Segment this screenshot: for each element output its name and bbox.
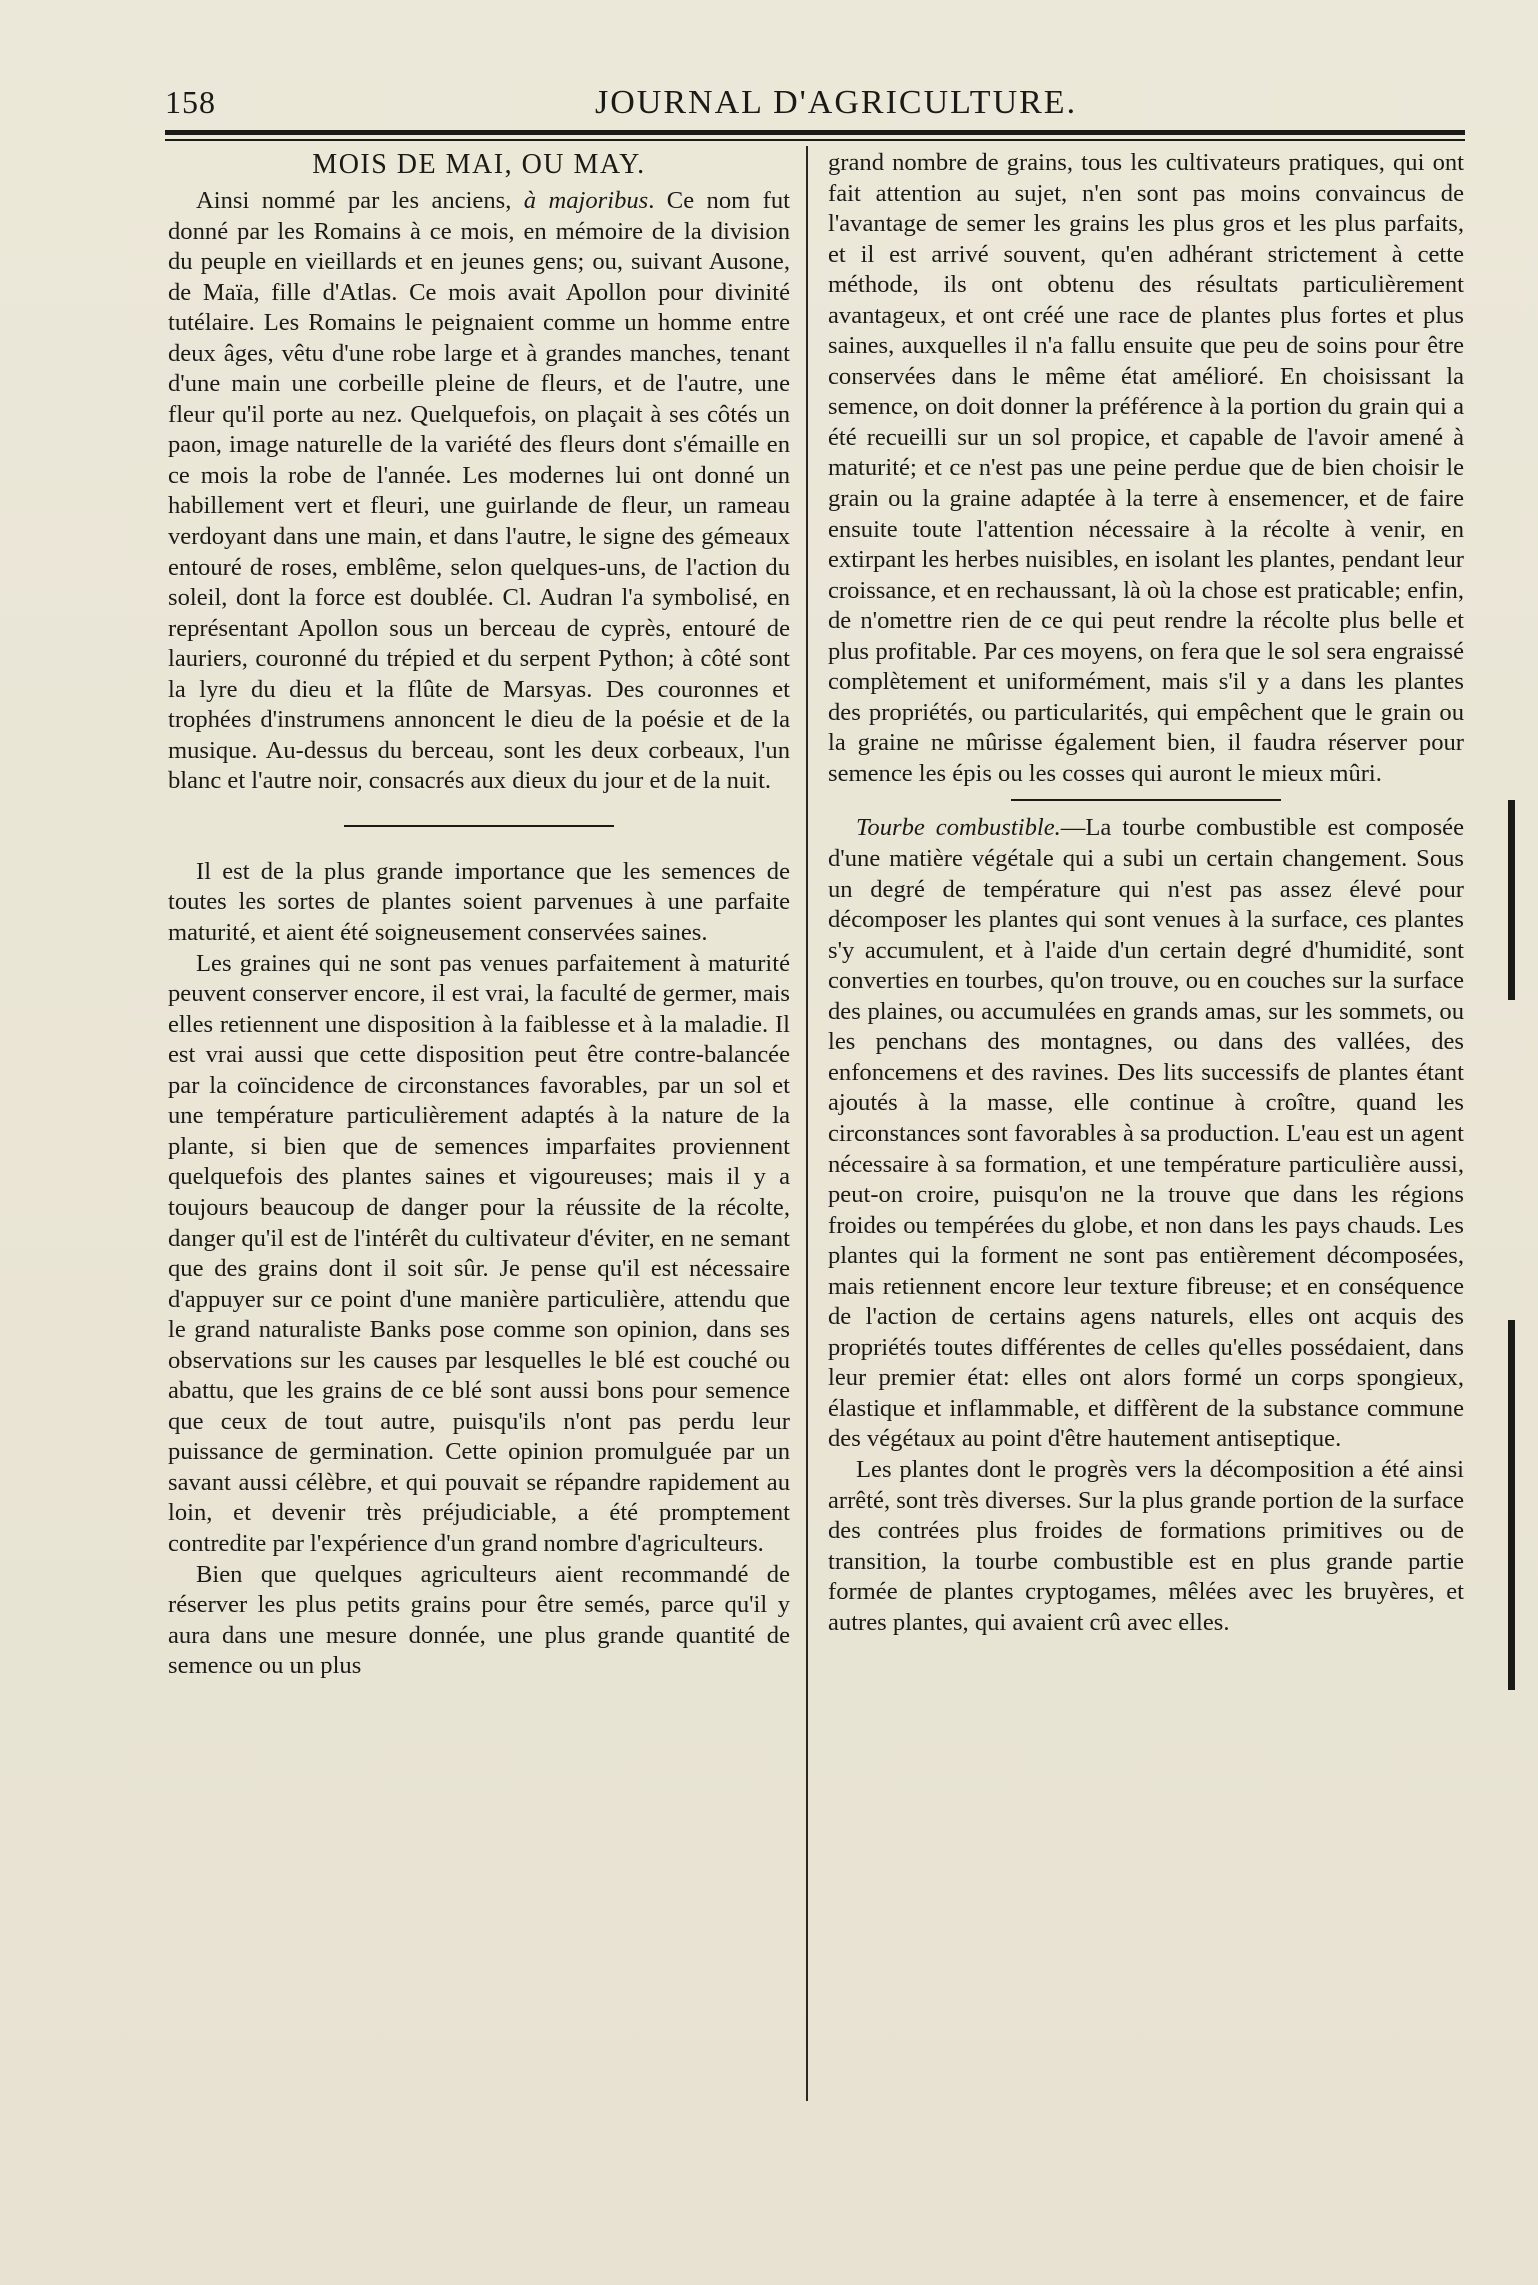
right-column <box>828 148 1464 1638</box>
margin-mark <box>1508 1320 1515 1690</box>
peat-heading: Tourbe combustible. <box>856 814 1061 842</box>
section-separator <box>344 825 614 827</box>
paragraph-peat-plants: Les plantes dont le progrès vers la décomposition a été ainsi arrêté, sont très diverses. Sur la plus grande portion de la surface des contrées plus froides de formations primitives ou de transition, la tourbe combustible est en plus grande partie formée de plantes cryptogames, mêlées avec les bruyères, et autres plantes, qui avaient crû avec elles. <box>828 1455 1464 1636</box>
latin-phrase: à majoribus <box>523 187 649 214</box>
header-rule-thick <box>165 130 1465 135</box>
header-rule-thin <box>165 139 1465 141</box>
page-header <box>165 78 1455 130</box>
paragraph-rest: . Ce nom fut donné par les Romains à ce mois, en mémoire de la division du peuple en vieillards et en jeunes gens; ou, suivant Ausone, de Maïa, fille d'Atlas. Ce mois avait Apollon pour divinité tutélaire. Les Romains le peignaient comme un homme entre deux âges, vêtu d'une robe large et à grandes manches, tenant d'une main une corbeille pleine de fleurs, et de l'autre, une fleur qu'il porte au nez. Quelquefois, on plaçait à ses côtés un paon, image naturelle de la variété des fleurs dont s'émaille en ce mois la robe de l'année. Les modernes lui ont donné un habillement vert et fleuri, une guirlande de fleur, un rameau verdoyant dans une main, et dans l'autre, le signe des gémeaux entouré de roses, emblême, selon quelques-uns, de l'action du soleil, dont la force est doublée. Cl. Audran l'a symbolisé, en représentant Apollon sous un berceau de cyprès, entouré de lauriers, couronné du trépied et du serpent Python; à côté sont la lyre du dieu et la flûte de Marsyas. Des couronnes et trophées d'instrumens annoncent le dieu de la poésie et de la musique. Au-dessus du berceau, sont les deux corbeaux, l'un blanc et l'autre noir, consacrés aux dieux du jour et de la nuit. <box>168 187 790 795</box>
paragraph-immature-seeds: Les graines qui ne sont pas venues parfaitement à maturité peuvent conserver encore, il est vrai, la faculté de germer, mais elles retiennent une disposition à la faiblesse et à la maladie. Il est vrai aussi que cette disposition peut être contre-balancée par la coïncidence de circonstances favorables, par un sol et une température particulièrement adaptés à la nature de la plante, si bien que de semences imparfaites proviennent quelquefois des plantes saines et vigoureuses; mais il y a toujours beaucoup de danger pour la réussite de la récolte, danger qu'il est de l'intérêt du cultivateur d'éviter, en ne semant que des grains dont il soit sûr. Je pense qu'il est nécessaire d'appuyer sur ce point d'une manière particulière, attendu que le grand naturaliste Banks pose comme son opinion, dans ses observations sur les causes par lesquelles le blé est couché ou abattu, que les grains de ce blé sont aussi bons pour semence que ceux de tout autre, puisqu'ils n'ont pas perdu leur puissance de germination. Cette opinion promulguée par un savant aussi célèbre, et qui pouvait se répandre rapidement au loin, et devenir très préjudiciable, a été promptement contredite par l'expérience d'un grand nombre d'agriculteurs. <box>168 949 790 1557</box>
margin-mark <box>1508 800 1515 1000</box>
page-number: 158 <box>165 84 216 120</box>
section-separator-right <box>1011 799 1281 801</box>
column-divider <box>806 146 808 2101</box>
paragraph-seed-importance: Il est de la plus grande importance que les semences de toutes les sortes de plantes soient parvenues à une parfaite maturité, et aient été soigneusement conservées saines. <box>168 857 790 947</box>
running-title: JOURNAL D'AGRICULTURE. <box>595 84 1078 121</box>
paragraph-lead: Ainsi nommé par les anciens, <box>196 187 524 214</box>
paragraph-small-grains: Bien que quelques agriculteurs aient recommandé de réserver les plus petits grains pour être semés, parce qu'il y aura dans une mesure donnée, une plus grande quantité de semence ou un plus <box>168 1560 790 1680</box>
section-heading: MOIS DE MAI, OU MAY. <box>312 149 646 180</box>
paragraph-may-origin <box>168 186 790 797</box>
paragraph-seed-selection: grand nombre de grains, tous les cultivateurs pratiques, qui ont fait attention au sujet, n'en sont pas moins convaincus de l'avantage de semer les grains les plus gros et les plus parfaits, et il est arrivé souvent, qu'en adhérant strictement à cette méthode, ils ont obtenu des résultats particulièrement avantageux, et ont créé une race de plantes plus fortes et plus saines, auxquelles il n'a fallu ensuite que peu de soins pour être conservées dans le même état amélioré. En choisissant la semence, on doit donner la préférence à la portion du grain qui a été recueilli sur un sol propice, et capable de l'avoir amené à maturité; et ce n'est pas une peine perdue que de bien choisir le grain ou la graine adaptée à la terre à ensemencer, et de faire ensuite toute l'attention nécessaire à la récolte à venir, en extirpant les herbes nuisibles, en isolant les plantes, pendant leur croissance, et en rechaussant, là où la chose est praticable; enfin, de n'omettre rien de ce qui peut rendre la récolte plus belle et plus profitable. Par ces moyens, on fera que le sol sera engraissé complètement et uniformément, mais s'il y a dans les plantes des propriétés, ou particularités, qui empêchent que le grain ou la graine ne mûrisse également bien, il faudra réserver pour semence les épis ou les cosses qui auront le mieux mûri. <box>828 149 1464 787</box>
paragraph-peat <box>828 813 1464 1454</box>
left-column <box>168 148 790 1682</box>
peat-text: —La tourbe combustible est composée d'une matière végétale qui a subi un certain changement. Sous un degré de température qui n'est pas assez élevé pour décomposer les plantes qui sont venues à la surface, ces plantes s'y accumulent, et à l'aide d'un certain degré d'humidité, sont converties en tourbes, qu'on trouve, ou en couches sur la surface des plaines, ou accumulées en grands amas, sur les sommets, ou les penchans des montagnes, ou dans des vallées, des enfoncemens et des ravines. Des lits successifs de plantes étant ajoutés à la masse, elle continue à croître, quand les circonstances sont favorables à sa production. L'eau est un agent nécessaire à sa formation, et une température particulière aussi, peut-on croire, puisqu'on ne la trouve que dans les régions froides ou tempérées du globe, et non dans les pays chauds. Les plantes qui la forment ne sont pas entièrement décomposées, mais retiennent encore leur texture fibreuse; et en conséquence de l'action de certains agens naturels, elles ont acquis des propriétés toutes différentes de celles qu'elles possédaient, dans leur premier état: elles ont alors formé un corps spongieux, élastique et inflammable, et diffèrent de la substance commune des végétaux au point d'être hautement antiseptique. <box>828 814 1464 1453</box>
